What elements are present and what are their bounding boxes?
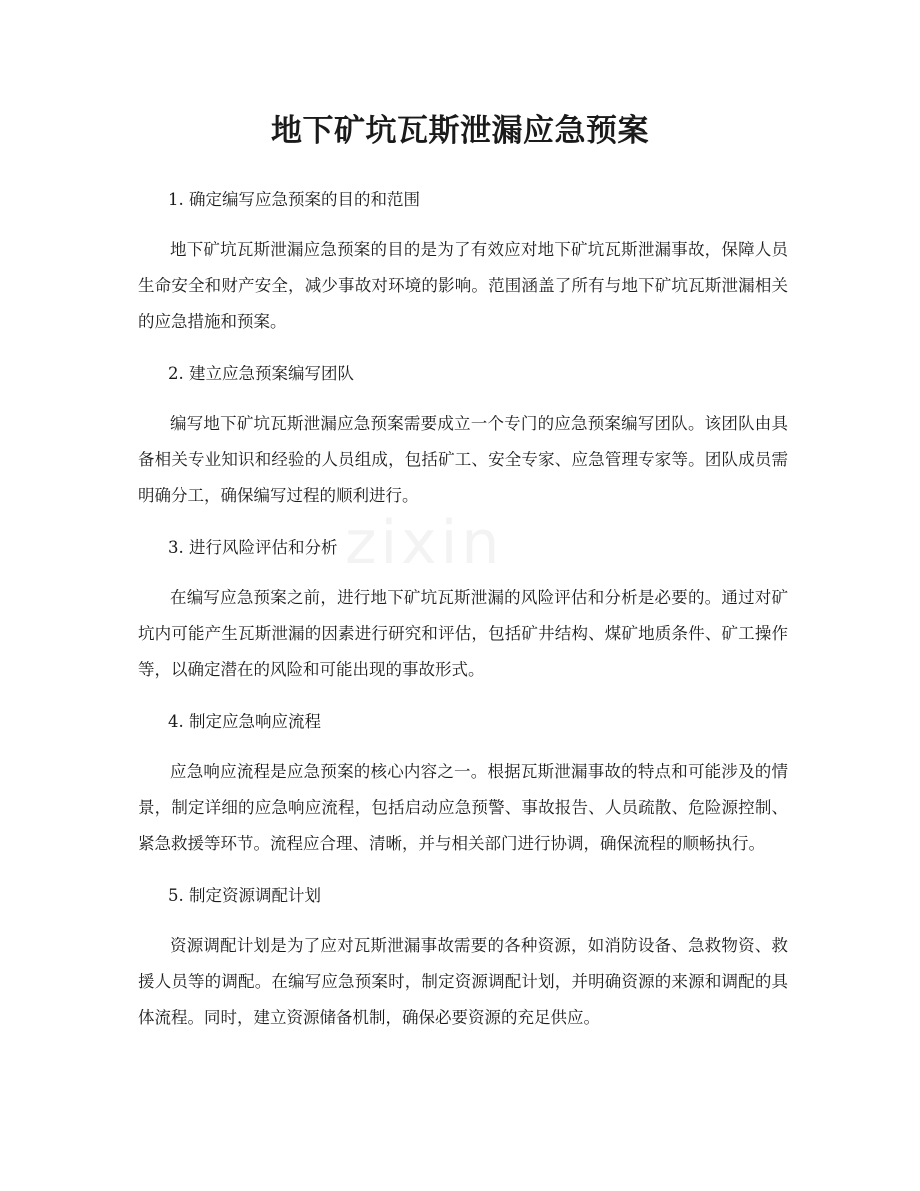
section-paragraph: 地下矿坑瓦斯泄漏应急预案的目的是为了有效应对地下矿坑瓦斯泄漏事故，保障人员生命安全和财产安全，减少事故对环境的影响。范围涵盖了所有与地下矿坑瓦斯泄漏相关的应急措施和预案。 <box>138 240 788 331</box>
section-2 <box>138 360 788 514</box>
section-3 <box>138 534 788 688</box>
section-heading: 5. 制定资源调配计划 <box>168 886 321 905</box>
section-heading: 2. 建立应急预案编写团队 <box>168 364 354 383</box>
section-paragraph: 编写地下矿坑瓦斯泄漏应急预案需要成立一个专门的应急预案编写团队。该团队由具备相关专业知识和经验的人员组成，包括矿工、安全专家、应急管理专家等。团队成员需明确分工，确保编写过程的顺利进行。 <box>138 414 788 505</box>
section-4 <box>138 708 788 862</box>
section-paragraph: 资源调配计划是为了应对瓦斯泄漏事故需要的各种资源，如消防设备、急救物资、救援人员等的调配。在编写应急预案时，制定资源调配计划，并明确资源的来源和调配的具体流程。同时，建立资源储备机制，确保必要资源的充足供应。 <box>138 936 788 1027</box>
section-paragraph: 应急响应流程是应急预案的核心内容之一。根据瓦斯泄漏事故的特点和可能涉及的情景，制定详细的应急响应流程，包括启动应急预警、事故报告、人员疏散、危险源控制、紧急救援等环节。流程应合理、清晰，并与相关部门进行协调，确保流程的顺畅执行。 <box>138 762 788 853</box>
section-1 <box>138 186 788 340</box>
section-heading: 3. 进行风险评估和分析 <box>168 538 338 557</box>
section-paragraph: 在编写应急预案之前，进行地下矿坑瓦斯泄漏的风险评估和分析是必要的。通过对矿坑内可能产生瓦斯泄漏的因素进行研究和评估，包括矿井结构、煤矿地质条件、矿工操作等，以确定潜在的风险和可能出现的事故形式。 <box>138 588 788 679</box>
watermark: zixin <box>345 508 504 578</box>
document-title: 地下矿坑瓦斯泄漏应急预案 <box>271 113 649 149</box>
section-heading: 4. 制定应急响应流程 <box>168 712 321 731</box>
document-body <box>138 186 788 1036</box>
section-heading: 1. 确定编写应急预案的目的和范围 <box>168 190 420 209</box>
section-5 <box>138 882 788 1036</box>
